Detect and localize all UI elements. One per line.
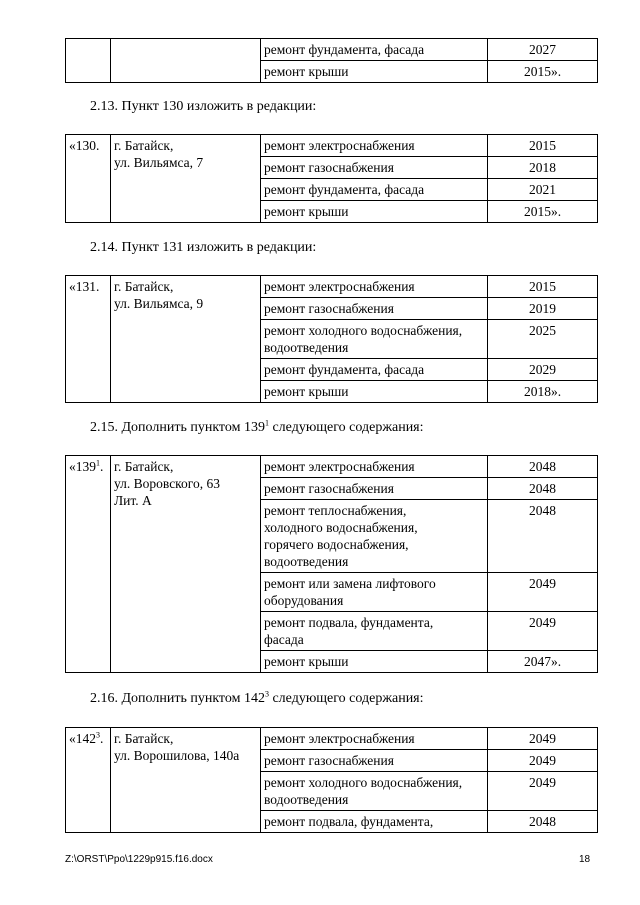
address-line: Лит. А	[114, 493, 152, 508]
cell-work: ремонт электроснабжения	[261, 728, 488, 750]
paragraph-2-16	[90, 690, 424, 708]
cell-year: 2047».	[488, 651, 598, 673]
work-line: ремонт холодного водоснабжения,	[264, 323, 463, 338]
table-row	[66, 456, 598, 478]
table-item-130	[65, 134, 598, 223]
cell-address	[111, 39, 261, 83]
work-line: ремонт или замена лифтового	[264, 576, 436, 591]
cell-year: 2048	[488, 500, 598, 573]
cell-address	[111, 276, 261, 403]
paragraph-2-13: 2.13. Пункт 130 изложить в редакции:	[90, 99, 317, 114]
cell-year: 2049	[488, 573, 598, 612]
cell-num	[66, 39, 111, 83]
cell-work: ремонт крыши	[261, 201, 488, 223]
cell-num: «131.	[66, 276, 111, 403]
cell-work	[261, 612, 488, 651]
cell-work	[261, 320, 488, 359]
cell-year: 2048	[488, 478, 598, 500]
item-number: «142	[69, 731, 96, 746]
cell-year: 2018».	[488, 381, 598, 403]
cell-year: 2015	[488, 135, 598, 157]
cell-work	[261, 500, 488, 573]
cell-work: ремонт крыши	[261, 61, 488, 83]
work-line: оборудования	[264, 593, 344, 608]
paragraph-text: 2.15. Дополнить пунктом 139	[90, 420, 265, 435]
cell-year: 2048	[488, 456, 598, 478]
cell-work: ремонт газоснабжения	[261, 478, 488, 500]
cell-work: ремонт крыши	[261, 651, 488, 673]
cell-year: 2049	[488, 750, 598, 772]
cell-work: ремонт фундамента, фасада	[261, 179, 488, 201]
cell-work: ремонт электроснабжения	[261, 276, 488, 298]
address-line: г. Батайск,	[114, 459, 174, 474]
cell-work: ремонт фундамента, фасада	[261, 39, 488, 61]
work-line: ремонт теплоснабжения,	[264, 503, 407, 518]
paragraph-2-15	[90, 419, 424, 437]
cell-year: 2025	[488, 320, 598, 359]
paragraph-text: следующего содержания:	[268, 691, 424, 706]
item-number-end: .	[100, 731, 104, 746]
cell-work: ремонт газоснабжения	[261, 157, 488, 179]
cell-num	[66, 728, 111, 833]
cell-work: ремонт электроснабжения	[261, 135, 488, 157]
cell-year: 2049	[488, 728, 598, 750]
paragraph-text: следующего содержания:	[268, 420, 424, 435]
paragraph-text: 2.16. Дополнить пунктом 142	[90, 691, 265, 706]
address-line: ул. Вильямса, 7	[114, 155, 204, 170]
cell-work: ремонт подвала, фундамента,	[261, 811, 488, 833]
address-line: ул. Вильямса, 9	[114, 296, 204, 311]
cell-num: «130.	[66, 135, 111, 223]
cell-work: ремонт фундамента, фасада	[261, 359, 488, 381]
table-row	[66, 39, 598, 61]
address-line: г. Батайск,	[114, 279, 174, 294]
cell-address	[111, 456, 261, 673]
table-item-139-1	[65, 455, 598, 673]
address-line: г. Батайск,	[114, 731, 174, 746]
table-row	[66, 135, 598, 157]
cell-work	[261, 772, 488, 811]
cell-year: 2029	[488, 359, 598, 381]
address-line: ул. Воровского, 63	[114, 476, 221, 491]
footer-file-path: Z:\ORST\Ppo\1229p915.f16.docx	[65, 854, 213, 865]
work-line: горячего водоснабжения,	[264, 537, 409, 552]
cell-year: 2015».	[488, 61, 598, 83]
table-row	[66, 276, 598, 298]
cell-work: ремонт крыши	[261, 381, 488, 403]
cell-year: 2027	[488, 39, 598, 61]
cell-year: 2021	[488, 179, 598, 201]
work-line: холодного водоснабжения,	[264, 520, 418, 535]
address-line: ул. Ворошилова, 140а	[114, 748, 240, 763]
cell-year: 2018	[488, 157, 598, 179]
table-item-142-3	[65, 727, 598, 833]
superscript: 1	[264, 418, 269, 428]
cell-year: 2049	[488, 612, 598, 651]
work-line: водоотведения	[264, 792, 349, 807]
cell-address	[111, 728, 261, 833]
table-row	[66, 728, 598, 750]
item-number: «139	[69, 459, 96, 474]
paragraph-2-14: 2.14. Пункт 131 изложить в редакции:	[90, 240, 317, 255]
work-line: водоотведения	[264, 554, 349, 569]
footer-page-number: 18	[579, 854, 591, 865]
superscript: 3	[264, 689, 269, 699]
cell-year: 2015».	[488, 201, 598, 223]
address-line: г. Батайск,	[114, 138, 174, 153]
cell-year: 2049	[488, 772, 598, 811]
work-line: фасада	[264, 632, 304, 647]
superscript: 1	[96, 458, 100, 468]
table-continuation	[65, 38, 598, 83]
cell-num	[66, 456, 111, 673]
cell-work: ремонт газоснабжения	[261, 298, 488, 320]
superscript: 3	[96, 730, 100, 740]
cell-work: ремонт электроснабжения	[261, 456, 488, 478]
work-line: водоотведения	[264, 340, 349, 355]
work-line: ремонт подвала, фундамента,	[264, 615, 434, 630]
work-line: ремонт холодного водоснабжения,	[264, 775, 463, 790]
cell-work	[261, 573, 488, 612]
cell-year: 2048	[488, 811, 598, 833]
cell-year: 2015	[488, 276, 598, 298]
cell-address	[111, 135, 261, 223]
table-item-131	[65, 275, 598, 403]
cell-work: ремонт газоснабжения	[261, 750, 488, 772]
item-number-end: .	[100, 459, 104, 474]
cell-year: 2019	[488, 298, 598, 320]
